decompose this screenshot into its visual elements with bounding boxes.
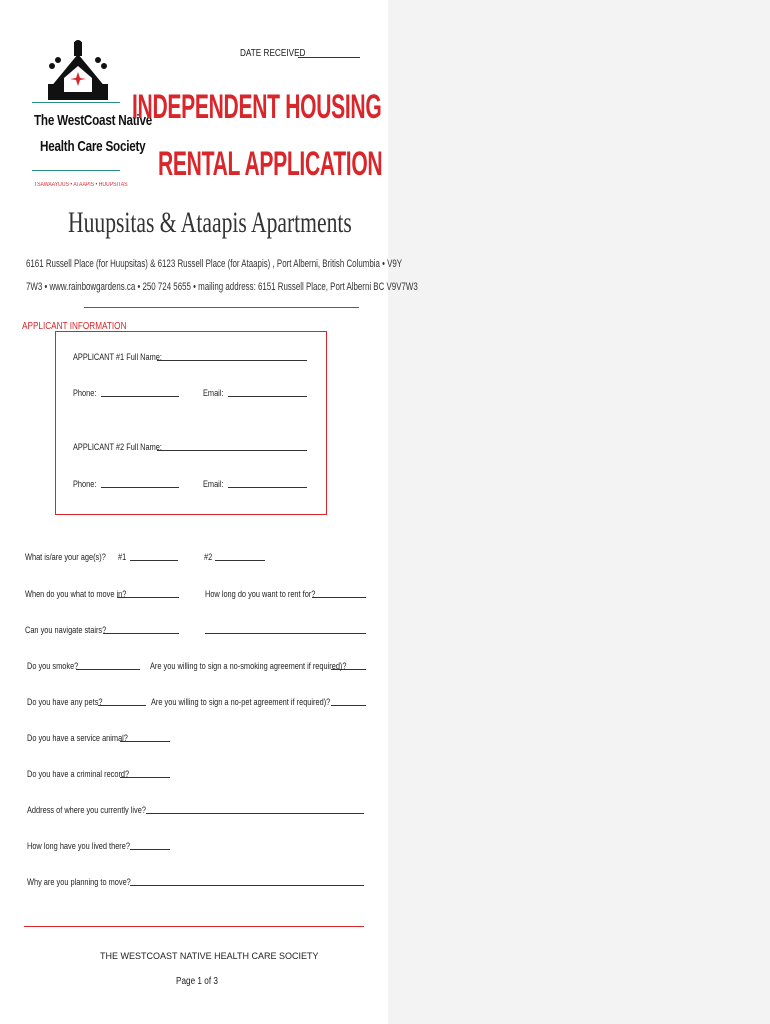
move-in-field[interactable] <box>117 597 179 598</box>
no-pet-field[interactable] <box>331 705 366 706</box>
service-animal-field[interactable] <box>120 741 170 742</box>
applicant1-name-label: APPLICANT #1 Full Name: <box>73 352 162 362</box>
page-title-line2: RENTAL APPLICATION <box>158 145 383 183</box>
longhouse-emblem-icon <box>28 40 128 100</box>
smoke-label: Do you smoke? <box>27 661 79 671</box>
logo-tagline: TSAWAAYUUS • ATAAPIS • HUUPSITAS <box>34 182 128 188</box>
age-2-field[interactable] <box>215 560 265 561</box>
date-received-label: DATE RECEIVED <box>240 48 306 59</box>
footer-org: THE WESTCOAST NATIVE HEALTH CARE SOCIETY <box>100 951 319 961</box>
smoke-field[interactable] <box>76 669 140 670</box>
criminal-record-label: Do you have a criminal record? <box>27 769 130 779</box>
no-pet-label: Are you willing to sign a no-pet agreement if required)? <box>151 697 331 707</box>
applicant2-phone-field[interactable] <box>101 487 179 488</box>
age-1-label: #1 <box>118 552 127 562</box>
applicant1-name-field[interactable] <box>157 360 307 361</box>
rent-length-field[interactable] <box>312 597 366 598</box>
stairs-label: Can you navigate stairs? <box>25 625 107 635</box>
logo-org-line1: The WestCoast Native <box>34 112 152 129</box>
criminal-record-field[interactable] <box>120 777 170 778</box>
applicant2-email-field[interactable] <box>228 487 307 488</box>
logo-teal-rule-top <box>32 102 120 103</box>
pets-field[interactable] <box>98 705 146 706</box>
rent-length-label: How long do you want to rent for? <box>205 589 316 599</box>
age-label: What is/are your age(s)? <box>25 552 106 562</box>
lived-there-field[interactable] <box>130 849 170 850</box>
stairs-extra-field[interactable] <box>205 633 366 634</box>
applicant1-email-field[interactable] <box>228 396 307 397</box>
applicant2-name-field[interactable] <box>157 450 307 451</box>
date-received-field[interactable] <box>298 57 360 58</box>
service-animal-label: Do you have a service animal? <box>27 733 128 743</box>
stairs-field[interactable] <box>103 633 179 634</box>
logo <box>28 40 152 195</box>
footer-divider <box>24 926 364 927</box>
page-title-line1: INDEPENDENT HOUSING <box>132 88 382 126</box>
age-2-label: #2 <box>204 552 213 562</box>
applicant2-email-label: Email: <box>203 479 224 489</box>
move-in-label: When do you what to move in? <box>25 589 127 599</box>
why-move-field[interactable] <box>130 885 364 886</box>
applicant2-phone-label: Phone: <box>73 479 97 489</box>
page-number: Page 1 of 3 <box>176 976 218 987</box>
applicant-section-heading: APPLICANT INFORMATION <box>22 321 127 332</box>
address-line1: 6161 Russell Place (for Huupsitas) & 6123 Russell Place (for Ataapis) , Port Alberni, British Columbia • V9Y <box>26 258 403 270</box>
logo-org-line2: Health Care Society <box>40 138 146 155</box>
page-background <box>388 0 770 1024</box>
no-smoking-label: Are you willing to sign a no-smoking agreement if required)? <box>150 661 347 671</box>
header-divider <box>84 307 359 308</box>
subtitle: Huupsitas & Ataapis Apartments <box>68 206 352 239</box>
current-address-label: Address of where you currently live? <box>27 805 146 815</box>
logo-teal-rule-bottom <box>32 170 120 171</box>
pets-label: Do you have any pets? <box>27 697 103 707</box>
applicant1-email-label: Email: <box>203 388 224 398</box>
age-1-field[interactable] <box>130 560 178 561</box>
address-line2: 7W3 • www.rainbowgardens.ca • 250 724 5655 • mailing address: 6151 Russell Place, Port Alberni BC V9V7W3 <box>26 281 418 293</box>
applicant1-phone-label: Phone: <box>73 388 97 398</box>
lived-there-label: How long have you lived there? <box>27 841 130 851</box>
why-move-label: Why are you planning to move? <box>27 877 131 887</box>
no-smoking-field[interactable] <box>331 669 366 670</box>
current-address-field[interactable] <box>146 813 364 814</box>
applicant2-name-label: APPLICANT #2 Full Name: <box>73 442 162 452</box>
applicant1-phone-field[interactable] <box>101 396 179 397</box>
